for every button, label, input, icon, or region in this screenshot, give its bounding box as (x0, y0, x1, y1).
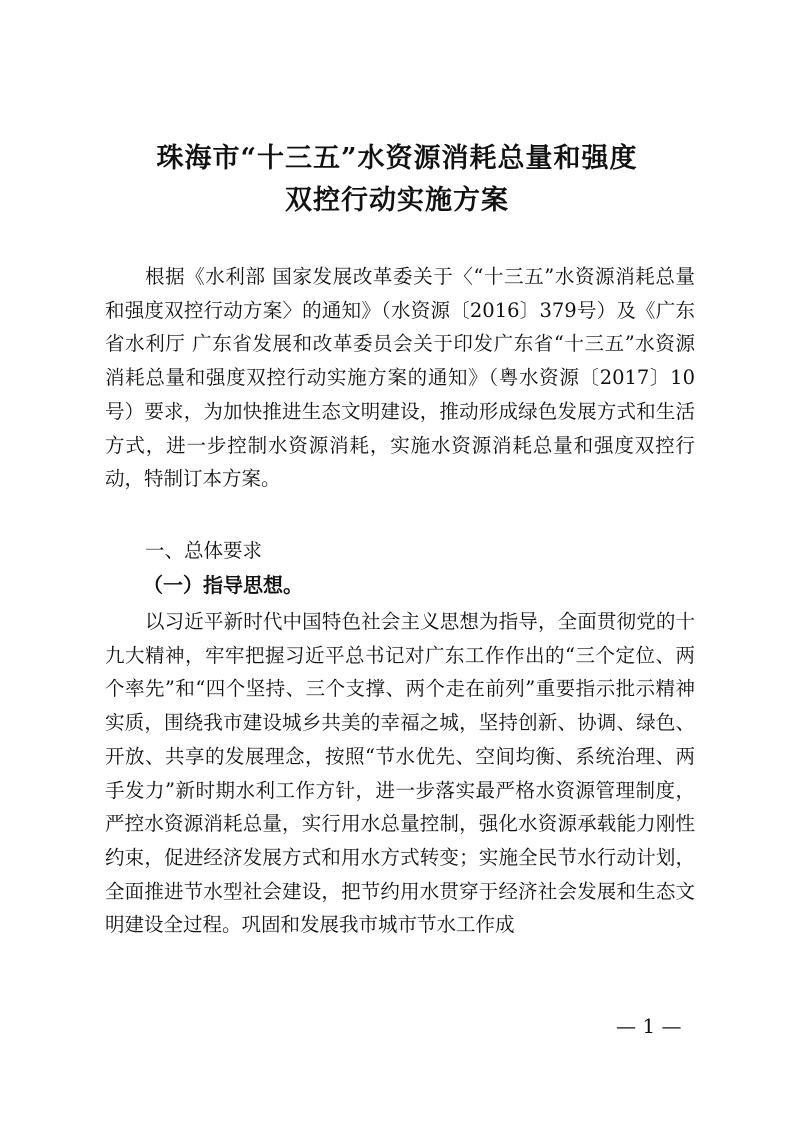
page-number: — 1 — (616, 1014, 682, 1038)
section-heading-general-requirements: 一、总体要求 (145, 539, 263, 562)
subsection-heading-guiding-ideology: （一）指导思想。 (143, 573, 303, 597)
guiding-ideology-paragraph: 以习近平新时代中国特色社会主义思想为指导，全面贯彻党的十九大精神，牢牢把握习近平总书记对广东工作作出的“三个定位、两个率先”和“四个坚持、三个支撑、两个走在前列”重要指示批示精神实质，围绕我市建设城乡共美的幸福之城，坚持创新、协调、绿色、开放、共享的发展理念，按照“节水优先、空间均衡、系统治理、两手发力”新时期水利工作方针，进一步落实最严格水资源管理制度，严控水资源消耗总量，实行用水总量控制，强化水资源承载能力刚性约束，促进经济发展方式和用水方式转变；实施全民节水行动计划，全面推进节水型社会建设，把节约用水贯穿于经济社会发展和生态文明建设全过程。巩固和发展我市城市节水工作成 (105, 610, 695, 937)
intro-paragraph: 根据《水利部 国家发展改革委关于〈“十三五”水资源消耗总量和强度双控行动方案〉的通知》（水资源〔2016〕379号）及《广东省水利厅 广东省发展和改革委员会关于印发广东省“十三五”水资源消耗总量和强度双控行动实施方案的通知》（粤水资源〔2017〕10号）要求，为加快推进生态文明建设，推动形成绿色发展方式和生活方式，进一步控制水资源消耗，实施水资源消耗总量和强度双控行动，特制订本方案。 (105, 265, 695, 491)
document-title-line-2: 双控行动实施方案 (285, 185, 509, 216)
document-title-line-1: 珠海市“十三五”水资源消耗总量和强度 (156, 143, 638, 174)
